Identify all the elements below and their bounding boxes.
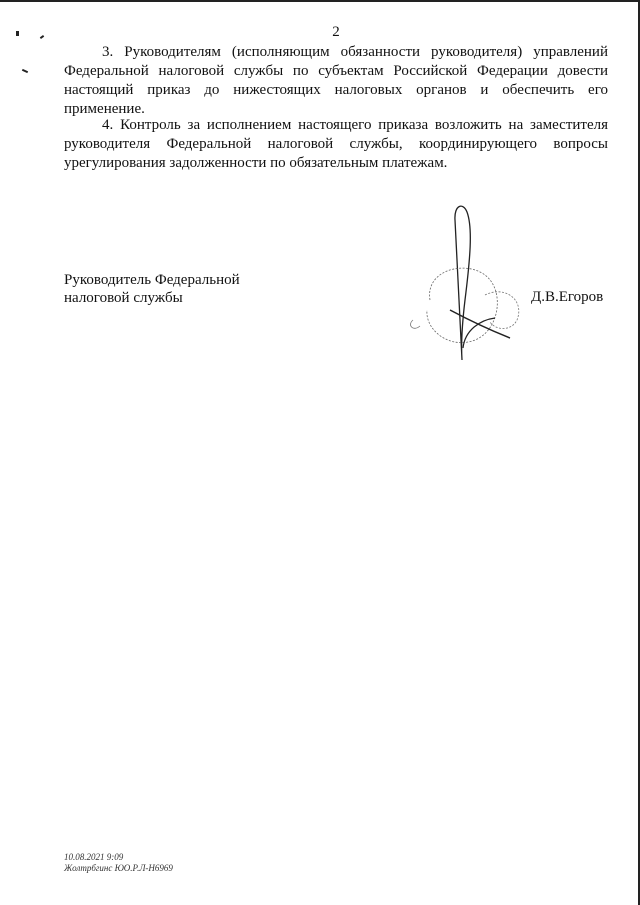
footer-reference: Жолтрбгинс ЮО.Р.Л-Н6969 bbox=[64, 863, 173, 873]
signatory-title-line1: Руководитель Федеральной bbox=[64, 272, 240, 288]
signatory-title bbox=[64, 271, 240, 307]
paragraph-line: урегулирования задолженности по обязательным платежам. bbox=[64, 155, 448, 171]
signatory-name: Д.В.Егоров bbox=[531, 289, 604, 305]
document-footer bbox=[64, 852, 173, 874]
paragraph-line: руководителя Федеральной налоговой службы, координирующего вопросы bbox=[64, 136, 608, 152]
paragraph-4 bbox=[64, 116, 608, 173]
paragraph-3 bbox=[64, 43, 608, 119]
paragraph-line: Федеральной налоговой службы по субъектам Российской Федерации довести bbox=[64, 63, 608, 79]
paragraph-line: 3. Руководителям (исполняющим обязанности руководителя) управлений bbox=[102, 44, 608, 60]
handwritten-signature-icon bbox=[405, 200, 535, 370]
paragraph-line: 4. Контроль за исполнением настоящего приказа возложить на заместителя bbox=[102, 117, 608, 133]
page-number: 2 bbox=[332, 24, 340, 40]
paragraph-line: настоящий приказ до нижестоящих налоговых органов и обеспечить его bbox=[64, 82, 608, 98]
footer-timestamp: 10.08.2021 9:09 bbox=[64, 852, 124, 862]
signatory-title-line2: налоговой службы bbox=[64, 290, 183, 306]
paragraph-line: применение. bbox=[64, 101, 145, 117]
